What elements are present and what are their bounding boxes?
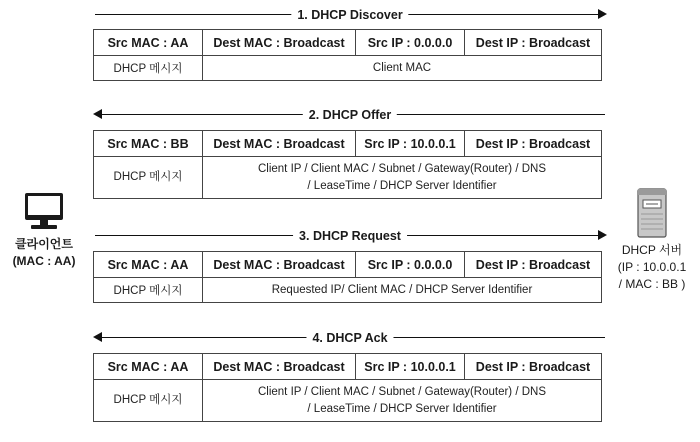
src-ip-cell: Src IP : 10.0.0.1 <box>356 354 465 380</box>
src-mac-cell: Src MAC : AA <box>94 30 203 56</box>
server-node <box>604 188 700 293</box>
arrow-right-icon <box>598 230 607 240</box>
message-content-line: Client IP / Client MAC / Subnet / Gateway(Router) / DNS <box>257 385 547 398</box>
step-title: 3. DHCP Request <box>293 228 407 244</box>
server-name: DHCP 서버 <box>621 243 683 257</box>
server-ip: (IP : 10.0.0.1 <box>617 260 687 274</box>
arrow-left-icon <box>93 109 102 119</box>
message-content-line: Client IP / Client MAC / Subnet / Gateway(Router) / DNS <box>257 162 547 175</box>
message-content-cell <box>203 278 602 303</box>
arrow-right-icon <box>598 9 607 19</box>
dest-ip-cell: Dest IP : Broadcast <box>465 252 602 278</box>
arrow-offer <box>95 107 605 123</box>
src-mac-cell: Src MAC : AA <box>94 252 203 278</box>
message-label-cell: DHCP 메시지 <box>94 278 203 303</box>
computer-icon <box>21 190 67 236</box>
frame-request <box>93 251 602 303</box>
dest-mac-cell: Dest MAC : Broadcast <box>203 252 356 278</box>
dest-ip-cell: Dest IP : Broadcast <box>465 30 602 56</box>
message-label-cell: DHCP 메시지 <box>94 157 203 199</box>
arrow-ack <box>95 330 605 346</box>
step-title: 1. DHCP Discover <box>291 7 408 23</box>
message-content-cell <box>203 157 602 199</box>
src-ip-cell: Src IP : 10.0.0.1 <box>356 131 465 157</box>
server-mac: / MAC : BB ) <box>618 277 686 291</box>
message-content-line: Client MAC <box>372 62 432 74</box>
frame-discover <box>93 29 602 81</box>
client-node <box>0 190 88 270</box>
message-content-cell <box>203 380 602 422</box>
message-label-cell: DHCP 메시지 <box>94 56 203 81</box>
frame-ack <box>93 353 602 422</box>
client-name: 클라이언트 <box>15 237 73 251</box>
dest-mac-cell: Dest MAC : Broadcast <box>203 30 356 56</box>
step-title: 2. DHCP Offer <box>303 107 397 123</box>
src-mac-cell: Src MAC : AA <box>94 354 203 380</box>
dest-ip-cell: Dest IP : Broadcast <box>465 131 602 157</box>
frame-offer <box>93 130 602 199</box>
src-ip-cell: Src IP : 0.0.0.0 <box>356 30 465 56</box>
step-title: 4. DHCP Ack <box>306 330 393 346</box>
src-mac-cell: Src MAC : BB <box>94 131 203 157</box>
message-content-line: Requested IP/ Client MAC / DHCP Server Identifier <box>271 284 533 296</box>
message-content-line: / LeaseTime / DHCP Server Identifier <box>307 179 497 192</box>
arrow-left-icon <box>93 332 102 342</box>
src-ip-cell: Src IP : 0.0.0.0 <box>356 252 465 278</box>
message-content-cell <box>203 56 602 81</box>
arrow-discover <box>95 7 605 23</box>
dest-ip-cell: Dest IP : Broadcast <box>465 354 602 380</box>
dest-mac-cell: Dest MAC : Broadcast <box>203 354 356 380</box>
arrow-request <box>95 228 605 244</box>
message-label-cell: DHCP 메시지 <box>94 380 203 422</box>
server-icon <box>637 188 667 238</box>
message-content-line: / LeaseTime / DHCP Server Identifier <box>307 402 497 415</box>
client-mac: (MAC : AA) <box>12 254 76 268</box>
dest-mac-cell: Dest MAC : Broadcast <box>203 131 356 157</box>
